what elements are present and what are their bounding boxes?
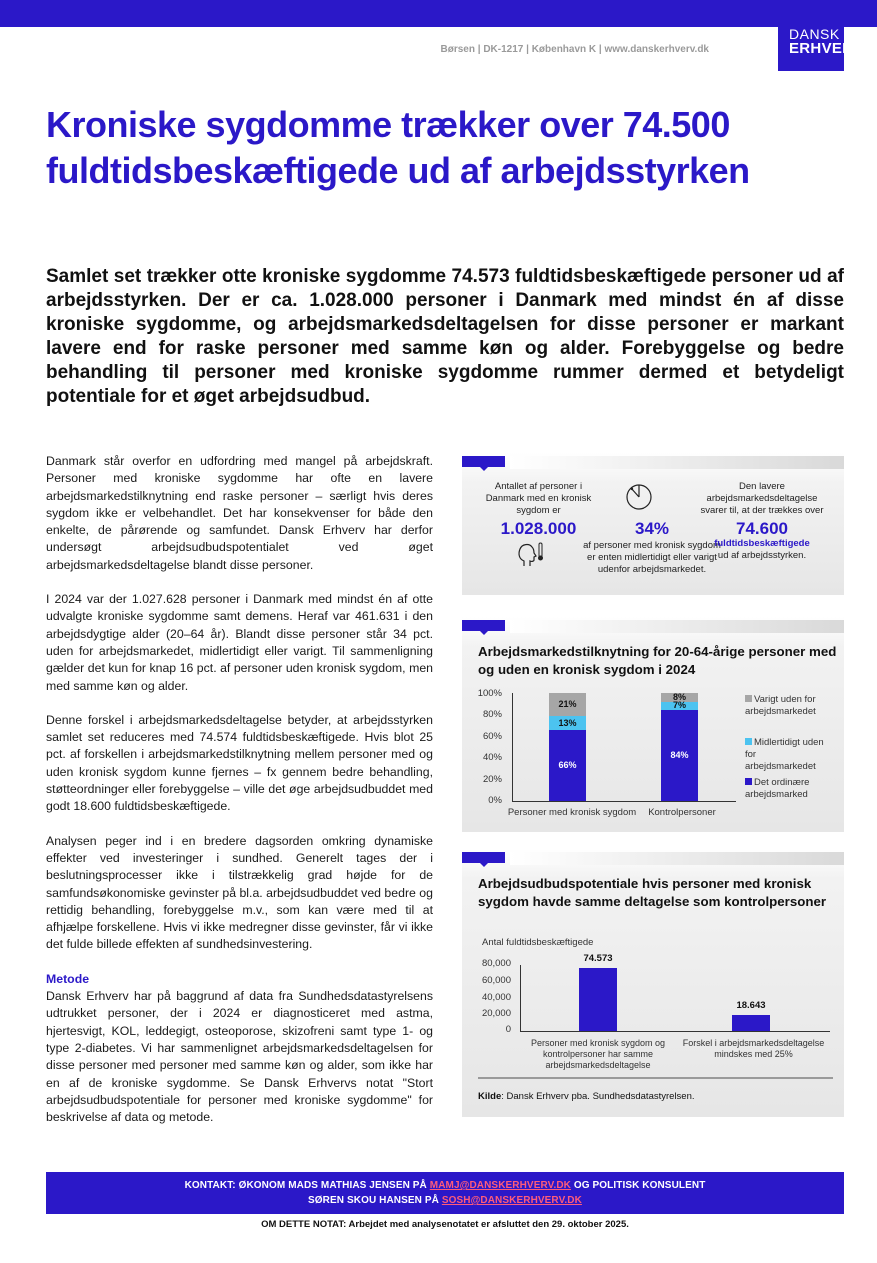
body-paragraph-1: Danmark står overfor en udfordring med mangel på arbejdskraft. Personer med kroniske sygdomme har ofte en lavere arbejdsmarkedstilknytning end raske personer – særligt hvis deres sygdom ikke er velbehandlet. Det har konsekvenser for både den enkelte, de pårørende og samfundet. Dansk Erhverv har derfor undersøgt arbejdsudbudspotentialet ved øget arbejdsmarkedsdeltagelse blandt disse personer. [46,454,433,572]
y-axis-line [520,965,521,1031]
y-tick: 80% [482,709,502,720]
bar-label: 66% [558,760,577,770]
body-column [46,453,433,1143]
chart-source [478,1091,695,1102]
head-thermometer-icon [516,539,546,569]
y-tick: 60,000 [481,975,511,986]
x-axis-line [520,1031,830,1032]
bar-1-midlertidigt [549,716,586,730]
pie-clock-icon [625,483,653,511]
legend-item-midlertidigt [745,737,825,773]
key-facts-panel [462,453,844,595]
fact-3-unit: fuldtidsbeskæftigede [714,538,810,549]
y-tick: 80,000 [481,958,511,969]
y-tick: 100% [477,688,502,699]
legend-label: Midlertidigt uden for arbejdsmarkedet [745,737,824,772]
labor-attachment-chart-panel [462,617,844,832]
fact-2-value: 34% [634,519,670,538]
fact-3-value: 74.600 [736,519,788,538]
bar-label: 8% [672,692,686,702]
bar-label: 13% [558,718,577,728]
fact-3-text: Den lavere arbejdsmarkedsdeltagelse svarer til, at der trækkes over [700,481,824,516]
legend-label: Varigt uden for arbejdsmarkedet [745,694,816,717]
bar-label: 84% [670,750,689,760]
panel-tab [462,852,505,863]
chart-2-y-label: Antal fuldtidsbeskæftigede [482,937,594,948]
logo-line-1: DANSK [789,26,840,42]
bar-value-2: 18.643 [736,1000,766,1011]
chart-2-title: Arbejdsudbudspotentiale hvis personer med kronisk sygdom havde samme deltagelse som kontrolpersoner [478,876,827,909]
source-divider [478,1077,833,1079]
y-tick: 40,000 [481,992,511,1003]
metode-heading: Metode [46,971,90,986]
legend-swatch [745,695,752,702]
source-label: Kilde [478,1091,502,1102]
contact-banner [46,1172,844,1214]
legend-item-varigt [745,694,840,718]
panel-strip [510,852,844,865]
panel-tab [462,620,505,631]
chart-1-title: Arbejdsmarkedstilknytning for 20-64-årige personer med og uden en kronisk sygdom i 2024 [478,644,837,677]
bar-2-midlertidigt [661,702,698,710]
legend-swatch [745,778,752,785]
bar-value-1: 74.573 [583,953,613,964]
bar-1-varigt [549,693,586,716]
y-tick: 0 [505,1024,511,1035]
y-tick: 20,000 [481,1008,511,1019]
bar-reduced-25pct [732,1015,770,1031]
contact-text-2: OG POLITISK KONSULENT [570,1180,706,1191]
legend-item-ordinaere [745,777,825,801]
x-category-1: Personer med kronisk sygdom og kontrolpersoner har samme arbejdsmarkedsdeltagelse [530,1038,666,1070]
source-text: : Dansk Erhverv pba. Sundhedsdatastyrelsen. [501,1091,695,1102]
x-category-1: Personer med kronisk sygdom [507,807,637,818]
bar-label: 21% [558,699,577,709]
x-category-2: Forskel i arbejdsmarkedsdeltagelse mindskes med 25% [682,1038,825,1059]
bar-2-ordinaere [661,710,698,801]
fact-2-text: af personer med kronisk sygdom er enten midlertidigt eller varigt udenfor arbejdsmarkedet. [583,540,721,575]
contact-text-3: SØREN SKOU HANSEN PÅ [308,1195,442,1206]
top-brand-bar [0,0,877,27]
y-axis-line [512,693,513,801]
y-tick: 0% [488,795,502,806]
legend-label: Det ordinære arbejdsmarked [745,777,810,800]
body-paragraph-2: I 2024 var der 1.027.628 personer i Danmark med mindst én af otte udvalgte kroniske sygdomme samt demens. Heraf var 461.631 i den arbejdsdygtige alder (20–64 år). Blandt disse personer står 34 pct. uden for arbejdsmarkedet, midlertidigt eller varigt. Til sammenligning gælder det kun for knap 16 pct. af personer uden kronisk sygdom, men med samme køn og alder. [46,592,433,693]
y-tick: 40% [482,752,502,763]
x-category-2: Kontrolpersoner [648,807,716,818]
body-paragraph-3: Denne forskel i arbejdsmarkedsdeltagelse betyder, at arbejdsstyrken samlet set reduceres med 74.574 fuldtidsbeskæftigede. Hvis blot 25 pct. af forskellen i arbejdsmarkedstilknytning mellem personer med og uden kronisk sygdom kunne fjernes – fx gennem bedre behandling, støtteordninger eller forebyggelse – ville det øge arbejdsudbuddet med godt 18.600 fuldtidsbeskæftigede. [46,712,433,814]
email-link-mamj[interactable]: MAMJ@DANSKERHVERV.DK [429,1180,571,1191]
body-paragraph-4: Analysen peger ind i en bredere dagsorden omkring dynamiske effekter ved investeringer i sundhed. Generelt tages der i beslutningsprocesser ikke i tilstrækkelig grad højde for de samfundsøkonomiske gevinster på bl.a. arbejdsudbuddet ved bedre og rettidig behandling, forebyggelse m.v., som kan være med til at afhjælpe forskellene. Hvis vi ikke medregner disse gevinster, får vi ikke det fulde billede effekten af sundhedsinvestering. [46,833,433,952]
fact-1-value: 1.028.000 [500,519,577,538]
y-tick: 20% [482,774,502,785]
email-link-sosh[interactable]: SOSH@DANSKERHVERV.DK [441,1195,582,1206]
labor-supply-potential-panel [462,849,844,1117]
fact-3-text-2: ud af arbejdsstyrken. [717,550,807,561]
bar-label: 7% [672,700,686,710]
lead-paragraph: Samlet set trækker otte kroniske sygdomme 74.573 fuldtidsbeskæftigede personer ud af arbejdsstyrken. Der er ca. 1.028.000 personer i Danmark med mindst én af disse kroniske sygdomme, og arbejdsmarkedsdeltagelsen for disse personer er markant lavere end for raske personer med samme køn og alder. Forebyggelse og bedre behandling til personer med kroniske sygdomme rummer dermed et betydeligt potentiale for et øget arbejdsudbud. [46,266,844,407]
panel-strip [510,620,844,633]
bar-1-ordinaere [549,730,586,801]
metode-paragraph: Dansk Erhverv har på baggrund af data fra Sundhedsdatastyrelsens udtrukket personer, der i 2024 er diagnosticeret med astma, hjertesvigt, KOL, leddegigt, osteoporose, skizofreni samt type 1- og type 2-diabetes. Vi har sammenlignet arbejdsmarkedsdeltagelsen for disse personer med personer med samme køn og alder, som ikke har en af de kroniske sygdomme. Se Dansk Erhvervs notat "Stort arbejdsudbudspotentiale for personer med kroniske sygdomme" for beskrivelse af data og metode. [46,989,433,1125]
dansk-erhverv-logo [778,26,864,71]
y-tick: 60% [482,731,502,742]
x-axis-line [512,801,736,802]
header-address: Børsen | DK-1217 | København K | www.danskerhverv.dk [440,44,709,55]
legend-swatch [745,738,752,745]
panel-strip [510,456,844,469]
page-title: Kroniske sygdomme trækker over 74.500 fuldtidsbeskæftigede ud af arbejdsstyrken [46,104,750,191]
panel-tab [462,456,505,467]
logo-line-2: ERHVERV [789,40,864,57]
fact-1-text: Antallet af personer i Danmark med en kronisk sygdom er [485,481,592,516]
contact-text-1: KONTAKT: ØKONOM MADS MATHIAS JENSEN PÅ [184,1180,430,1191]
about-note: OM DETTE NOTAT: Arbejdet med analysenotatet er afsluttet den 29. oktober 2025. [261,1219,629,1230]
bar-same-participation [579,968,617,1031]
